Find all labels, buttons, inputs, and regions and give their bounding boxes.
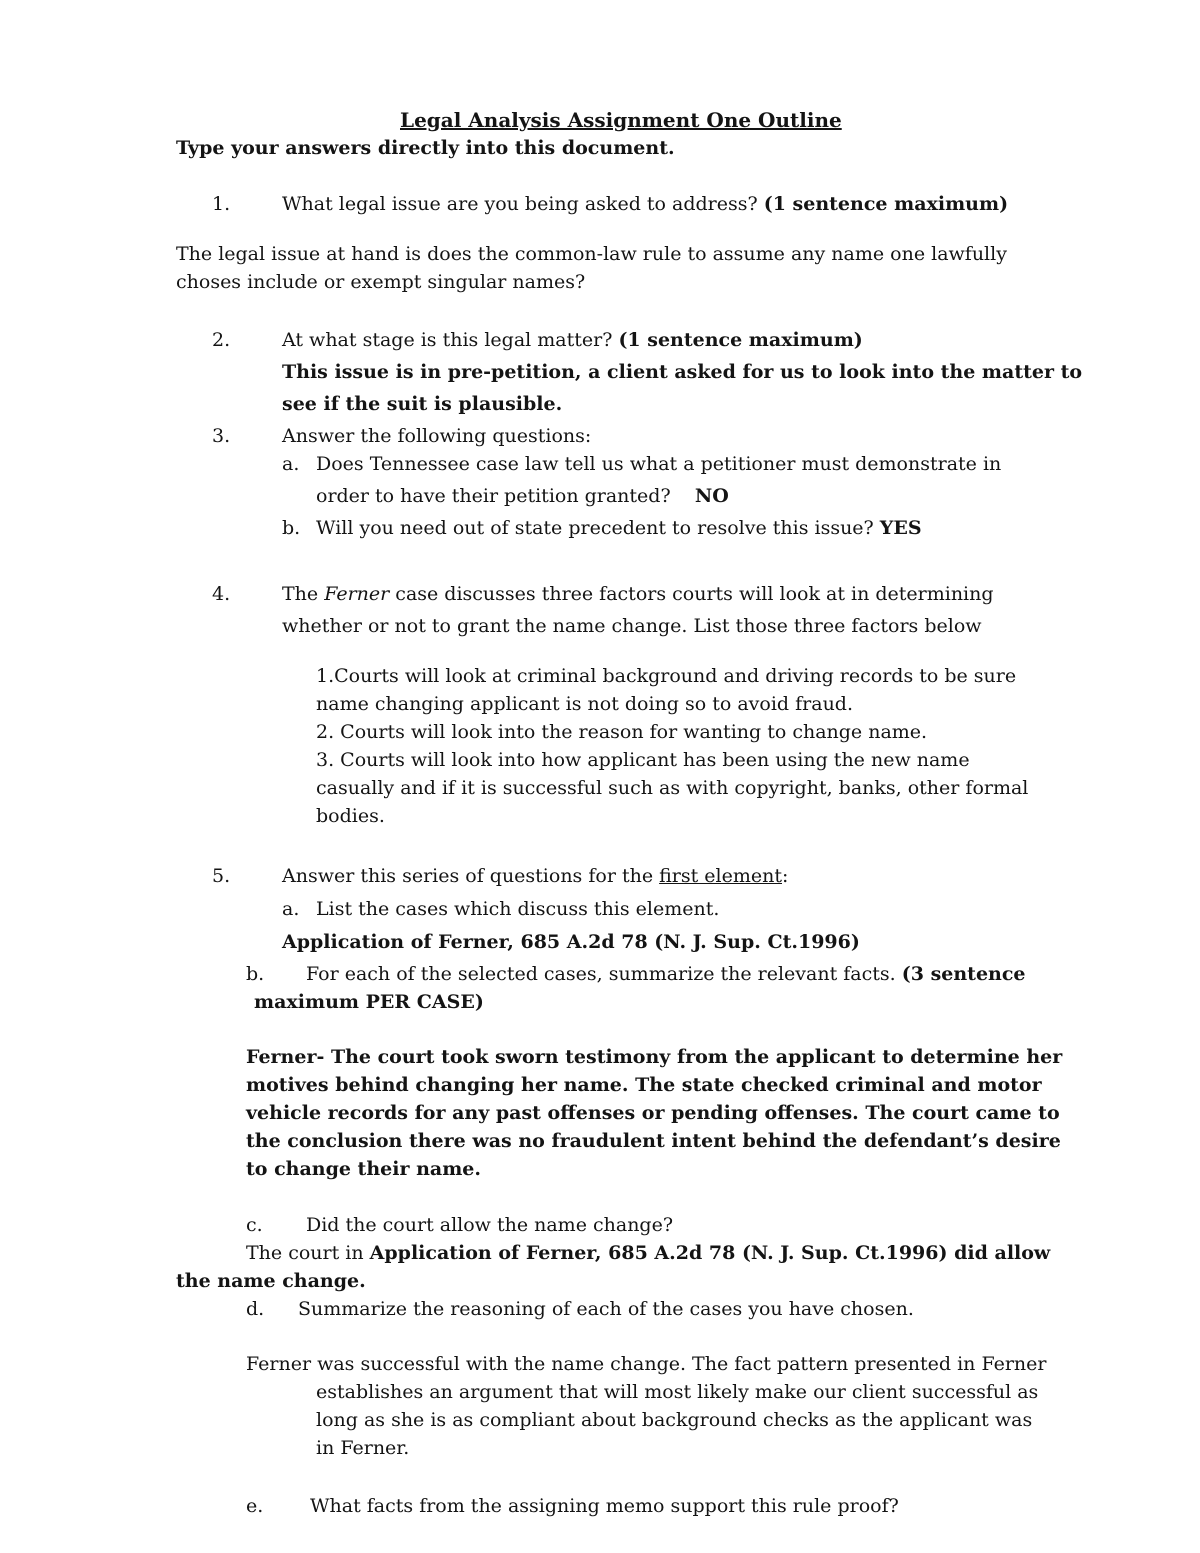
instruction-text: Type your answers directly into this document.: [176, 137, 675, 159]
q3a-line1: Does Tennessee case law tell us what a petitioner must demonstrate in: [316, 453, 1002, 475]
q3a-line2: [316, 482, 729, 510]
q5b-limit-2: maximum PER CASE): [254, 991, 484, 1013]
q5c-label: c.: [246, 1214, 263, 1236]
q5e-label: e.: [246, 1495, 264, 1517]
document-title: Legal Analysis Assignment One Outline: [400, 108, 842, 132]
q3a-label: a.: [282, 453, 300, 475]
q2-answer-line1: This issue is in pre-petition, a client asked for us to look into the matter to: [282, 361, 1083, 383]
q2-limit: (1 sentence maximum): [618, 329, 863, 351]
q4-factor-line: casually and if it is successful such as with copyright, banks, other formal: [316, 777, 1029, 799]
q5d-answer-line: Ferner was successful with the name change. The fact pattern presented in Ferner: [246, 1353, 1047, 1375]
q5d-label: d.: [246, 1298, 265, 1320]
q1-limit: (1 sentence maximum): [763, 193, 1009, 215]
q3-number: 3.: [212, 425, 231, 447]
q5d-answer-line: in Ferner.: [316, 1437, 410, 1459]
q5a-text: List the cases which discuss this element.: [316, 898, 720, 920]
q3a-line2-text: order to have their petition granted?: [316, 485, 671, 507]
q2-number: 2.: [212, 329, 231, 351]
q5a-answer: Application of Ferner, 685 A.2d 78 (N. J. Sup. Ct.1996): [282, 931, 860, 953]
q5b-answer-line: vehicle records for any past offenses or pending offenses. The court came to: [246, 1102, 1060, 1124]
q5c-answer-pre: The court in: [246, 1242, 364, 1264]
q5c-answer-line2: the name change.: [176, 1270, 366, 1292]
q5-text-pre: Answer this series of questions for the: [282, 865, 654, 887]
q5d-answer-line: long as she is as compliant about background checks as the applicant was: [316, 1409, 1033, 1431]
q3b-text: Will you need out of state precedent to resolve this issue?: [316, 517, 874, 539]
q4-factor-line: 3. Courts will look into how applicant has been using the new name: [316, 749, 970, 771]
q5c-answer-line1: [246, 1239, 1050, 1267]
q3b-line: [316, 514, 922, 542]
q5d-answer-line: establishes an argument that will most likely make our client successful as: [316, 1381, 1039, 1403]
q2-text: At what stage is this legal matter?: [282, 329, 613, 351]
q4-factor-line: 2. Courts will look into the reason for wanting to change name.: [316, 721, 928, 743]
q5c-answer-bold: Application of Ferner, 685 A.2d 78 (N. J. Sup. Ct.1996) did allow: [369, 1242, 1051, 1264]
q1-answer-line2: choses include or exempt singular names?: [176, 271, 586, 293]
q2-question: [282, 326, 863, 354]
q5d-text: Summarize the reasoning of each of the cases you have chosen.: [298, 1298, 914, 1320]
q5-number: 5.: [212, 865, 231, 887]
q4-text-pre: The: [282, 583, 319, 605]
q5b-line1: [306, 960, 1026, 988]
q5-text-post: :: [782, 865, 789, 887]
q5c-text: Did the court allow the name change?: [306, 1214, 674, 1236]
q1-text: What legal issue are you being asked to address?: [282, 193, 758, 215]
q2-answer-line2: see if the suit is plausible.: [282, 393, 563, 415]
q5b-text: For each of the selected cases, summarize the relevant facts.: [306, 963, 896, 985]
q5b-answer-line: to change their name.: [246, 1158, 482, 1180]
q3a-answer: NO: [694, 485, 729, 507]
q1-number: 1.: [212, 193, 231, 215]
q4-factor-line: name changing applicant is not doing so to avoid fraud.: [316, 693, 854, 715]
q3b-label: b.: [282, 517, 301, 539]
q4-text-post: case discusses three factors courts will look at in determining: [395, 583, 994, 605]
q4-number: 4.: [212, 583, 231, 605]
q5b-limit-1: (3 sentence: [901, 963, 1026, 985]
q5e-text: What facts from the assigning memo support this rule proof?: [310, 1495, 899, 1517]
q5b-answer-line: motives behind changing her name. The state checked criminal and motor: [246, 1074, 1042, 1096]
q5b-answer-line: the conclusion there was no fraudulent intent behind the defendant’s desire: [246, 1130, 1061, 1152]
q5b-answer-line: Ferner- The court took sworn testimony from the applicant to determine her: [246, 1046, 1063, 1068]
q5a-label: a.: [282, 898, 300, 920]
q3b-answer: YES: [879, 517, 922, 539]
q1-answer-line1: The legal issue at hand is does the common-law rule to assume any name one lawfully: [176, 243, 1007, 265]
q3-question: Answer the following questions:: [282, 425, 592, 447]
q1-question: [282, 190, 1008, 218]
q4-factor-line: 1.Courts will look at criminal background and driving records to be sure: [316, 665, 1017, 687]
q4-case-name: Ferner: [324, 583, 390, 605]
q4-factor-line: bodies.: [316, 805, 385, 827]
q5-question: [282, 862, 788, 890]
q5-first-element: first element: [659, 865, 782, 887]
q5b-label: b.: [246, 963, 265, 985]
q4-line2: whether or not to grant the name change. List those three factors below: [282, 615, 982, 637]
q4-line1: [282, 580, 994, 608]
